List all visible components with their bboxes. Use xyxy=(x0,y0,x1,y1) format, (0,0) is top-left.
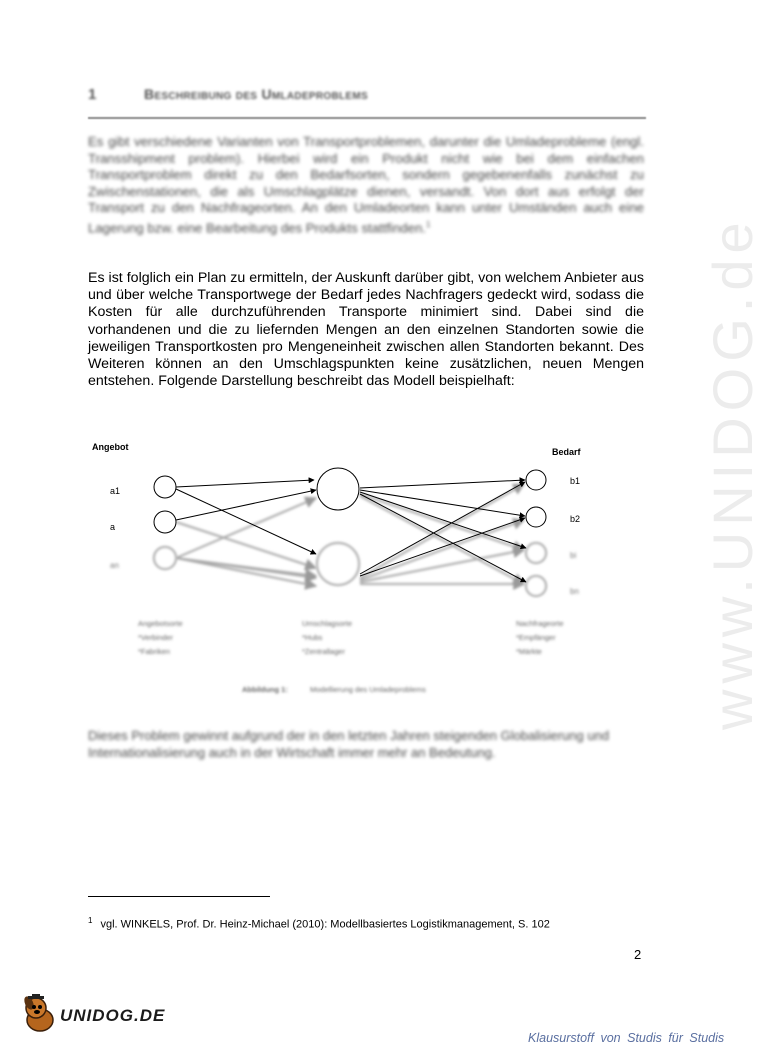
edge xyxy=(360,494,526,582)
paragraph-blurred-intro xyxy=(88,134,644,237)
page-number: 2 xyxy=(634,947,642,962)
demand-node-b2 xyxy=(526,507,546,527)
network-diagram xyxy=(88,436,600,696)
section-number: 1 xyxy=(88,86,97,103)
figure-caption-text: Modellierung des Umladeproblems xyxy=(310,685,426,694)
demand-node-b1 xyxy=(526,470,546,490)
supply-node-label: a xyxy=(110,522,116,532)
footnote-ref: 1 xyxy=(425,219,431,229)
legend-left-title: Angebotsorte xyxy=(138,619,183,628)
legend-mid-item: *Zentrallager xyxy=(302,647,345,656)
demand-node-label-faded: bi xyxy=(570,551,577,560)
logo-text: UNIDOG.DE xyxy=(60,1006,166,1025)
dog-icon xyxy=(22,994,58,1034)
section-title: Beschreibung des Umladeproblems xyxy=(144,86,368,102)
supply-node-faded xyxy=(154,547,176,569)
legend-left-item: *Fabriken xyxy=(138,647,171,656)
supply-node-label-faded: an xyxy=(110,561,119,570)
edge-faded xyxy=(176,558,316,586)
legend-mid-item: *Hubs xyxy=(302,633,323,642)
edge-faded xyxy=(360,484,524,578)
hub-node-faded xyxy=(317,543,359,585)
legend-mid-title: Umschlagsorte xyxy=(302,619,353,628)
paragraph-text: Es gibt verschiedene Varianten von Transportproblemen, darunter die Umladeprobleme (engl. Transshipment problem). Hierbei wird ein Produkt nicht wie bei dem einfachen Transportproblem direkt zu den Bedarfsorten, sondern gegebenenfalls zunächst zu Zwischenstationen, die als Umschlagplätze dienen, versandt. Von dort aus erfolgt der Transport zu den Nachfrageorten. An den Umladeorten kann unter Umständen auch eine Lagerung bzw. eine Bearbeitung des Produkts stattfinden. xyxy=(88,134,644,236)
paragraph-blurred-outro: Dieses Problem gewinnt aufgrund der in den letzten Jahren steigenden Globalisierung und Internationalisierung auch in der Wirtschaft immer mehr an Bedeutung. xyxy=(88,728,610,760)
footnote-text: vgl. WINKELS, Prof. Dr. Heinz-Michael (2010): Modellbasiertes Logistikmanagement, S. 102 xyxy=(100,918,550,931)
edge-faded xyxy=(360,494,524,550)
footnote-number: 1 xyxy=(88,916,93,925)
label-demand: Bedarf xyxy=(552,447,581,457)
demand-node-faded xyxy=(526,576,546,596)
edge xyxy=(360,518,525,576)
paragraph-main: Es ist folglich ein Plan zu ermitteln, der Auskunft darüber gibt, von welchem Anbieter aus und über welche Transportwege der Bedarf jedes Nachfragers gedeckt wird, sodass die Kosten für alle durchzuführenden Transporte minimiert sind. Dabei sind die vorhandenen und die zu liefernden Mengen an den einzelnen Standorten sowie die jeweiligen Transportkosten pro Mengeneinheit zwischen allen Standorten bekannt. Des Weiteren können an den Umschlagspunkten keine zusätzlichen, neuen Mengen entstehen. Folgende Darstellung beschreibt das Modell beispielhaft: xyxy=(88,270,644,390)
edge xyxy=(176,490,316,520)
supply-node-a1 xyxy=(154,476,176,498)
heading-divider xyxy=(88,117,646,119)
edge-faded xyxy=(360,550,524,582)
edge xyxy=(176,480,314,487)
legend-right-item: *Empfänger xyxy=(516,633,556,642)
edge xyxy=(360,480,525,488)
supply-node-a xyxy=(154,511,176,533)
unidog-logo[interactable] xyxy=(20,994,180,1034)
demand-node-label-faded: bn xyxy=(570,587,579,596)
diagram-canvas xyxy=(88,436,600,696)
legend-right-item: *Märkte xyxy=(516,647,542,656)
footnote xyxy=(88,916,648,931)
figure-caption-label: Abbildung 1: xyxy=(242,685,288,694)
legend-right-title: Nachfrageorte xyxy=(516,619,564,628)
footnote-divider xyxy=(88,896,270,897)
section-heading xyxy=(88,86,648,112)
demand-node-faded xyxy=(526,543,546,563)
hub-node xyxy=(317,468,359,510)
watermark-text: www.UNIDOG.de xyxy=(701,216,764,730)
demand-node-label: b2 xyxy=(570,514,581,524)
demand-node-label: b1 xyxy=(570,476,581,486)
tagline: Klausurstoff von Studis für Studis xyxy=(528,1031,725,1045)
legend-left-item: *Verbinder xyxy=(138,633,174,642)
label-supply: Angebot xyxy=(92,442,129,452)
supply-node-label: a1 xyxy=(110,486,121,496)
